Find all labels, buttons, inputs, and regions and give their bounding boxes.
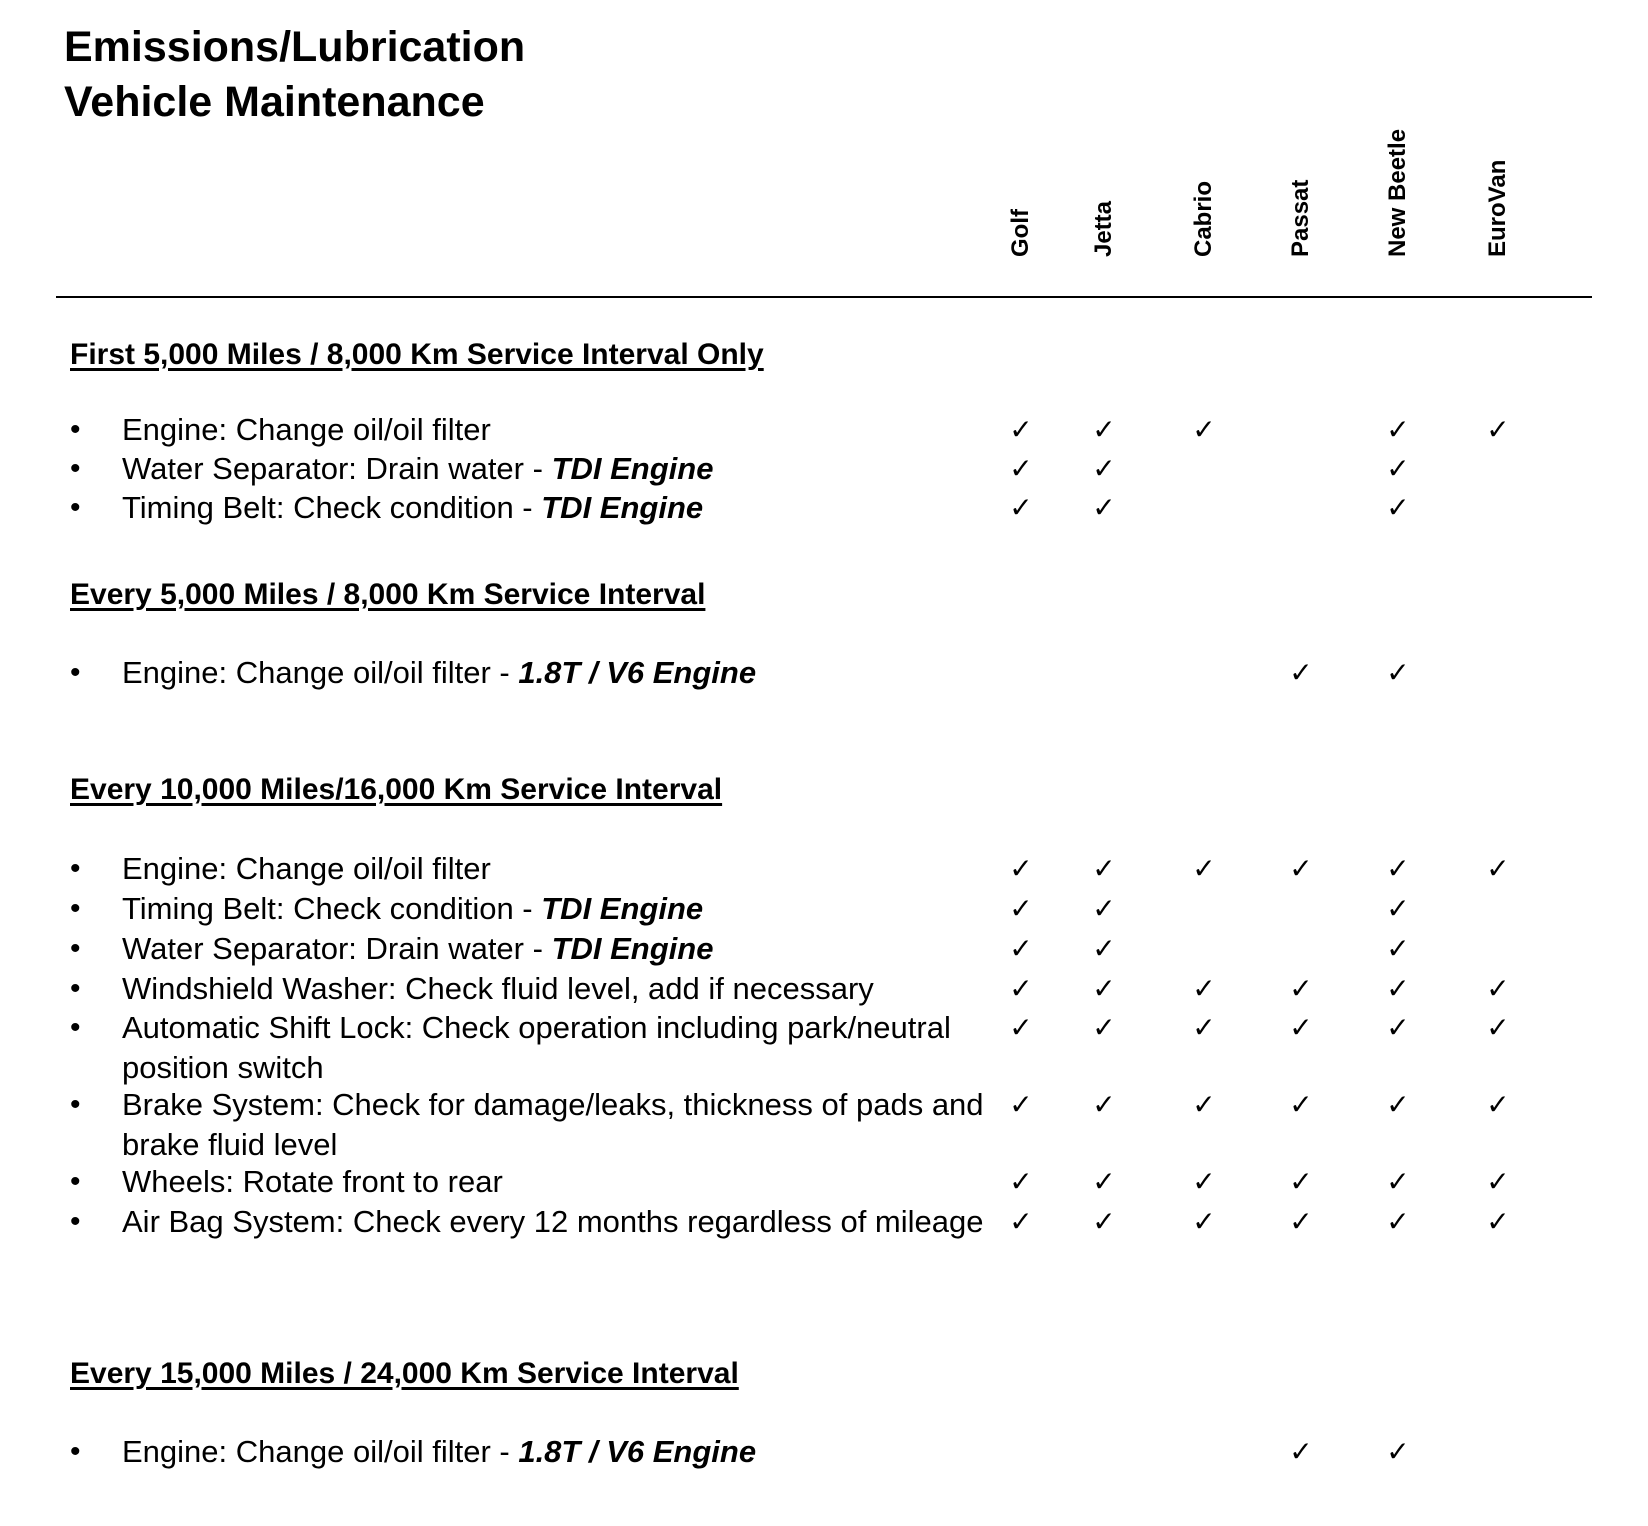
check-icon: ✓ (1386, 1012, 1410, 1043)
check-icon: ✓ (1092, 453, 1116, 484)
check-icon: ✓ (1192, 1166, 1216, 1197)
check-icon: ✓ (1486, 973, 1510, 1004)
column-header-cabrio (1174, 130, 1234, 285)
section-heading: Every 15,000 Miles / 24,000 Km Service Interval (70, 1357, 739, 1390)
item-description (122, 1008, 1022, 1088)
header-rule (56, 296, 1592, 298)
bullet-icon: • (70, 1011, 81, 1044)
bullet-icon: • (70, 852, 81, 885)
page-title (64, 20, 525, 130)
check-icon: ✓ (1009, 414, 1033, 445)
check-icon: ✓ (1289, 657, 1313, 688)
item-text: Water Separator: Drain water - (122, 451, 552, 486)
check-icon: ✓ (1386, 1436, 1410, 1467)
bullet-icon: • (70, 1435, 81, 1468)
check-icon: ✓ (1192, 1089, 1216, 1120)
item-description (122, 449, 1022, 489)
check-icon: ✓ (1009, 933, 1033, 964)
column-header-label: New Beetle (1384, 128, 1411, 257)
column-header-label: EuroVan (1484, 159, 1511, 257)
section-heading: Every 10,000 Miles/16,000 Km Service Interval (70, 773, 723, 806)
bullet-icon: • (70, 1165, 81, 1198)
check-icon: ✓ (1486, 1206, 1510, 1237)
check-icon: ✓ (1009, 1166, 1033, 1197)
section-heading: Every 5,000 Miles / 8,000 Km Service Interval (70, 578, 706, 611)
title-line-1: Emissions/Lubrication (64, 23, 526, 71)
check-icon: ✓ (1386, 1206, 1410, 1237)
item-description (122, 653, 1022, 693)
engine-note: 1.8T / V6 Engine (518, 1434, 757, 1469)
item-text: Water Separator: Drain water - (122, 931, 552, 966)
column-header-jetta (1074, 130, 1134, 285)
item-description (122, 929, 1022, 969)
check-icon: ✓ (1289, 1166, 1313, 1197)
check-icon: ✓ (1386, 453, 1410, 484)
item-text: Engine: Change oil/oil filter (122, 851, 491, 886)
check-icon: ✓ (1192, 973, 1216, 1004)
check-icon: ✓ (1092, 414, 1116, 445)
check-icon: ✓ (1092, 1012, 1116, 1043)
column-header-label: Cabrio (1190, 180, 1217, 257)
bullet-icon: • (70, 656, 81, 689)
check-icon: ✓ (1289, 1089, 1313, 1120)
check-icon: ✓ (1092, 893, 1116, 924)
bullet-icon: • (70, 491, 81, 524)
item-description (122, 849, 1022, 889)
item-text: Brake System: Check for damage/leaks, thickness of pads and brake fluid level (122, 1087, 984, 1162)
check-icon: ✓ (1192, 1012, 1216, 1043)
check-icon: ✓ (1009, 453, 1033, 484)
item-description (122, 1202, 1022, 1242)
check-icon: ✓ (1386, 1089, 1410, 1120)
check-icon: ✓ (1192, 853, 1216, 884)
check-icon: ✓ (1289, 1436, 1313, 1467)
check-icon: ✓ (1009, 492, 1033, 523)
item-text: Engine: Change oil/oil filter - (122, 1434, 519, 1469)
bullet-icon: • (70, 413, 81, 446)
check-icon: ✓ (1192, 414, 1216, 445)
check-icon: ✓ (1092, 1166, 1116, 1197)
check-icon: ✓ (1092, 492, 1116, 523)
bullet-icon: • (70, 892, 81, 925)
check-icon: ✓ (1386, 893, 1410, 924)
check-icon: ✓ (1386, 1166, 1410, 1197)
item-description (122, 969, 1022, 1009)
check-icon: ✓ (1486, 853, 1510, 884)
column-header-passat (1271, 130, 1331, 285)
check-icon: ✓ (1486, 1089, 1510, 1120)
check-icon: ✓ (1009, 1089, 1033, 1120)
check-icon: ✓ (1192, 1206, 1216, 1237)
check-icon: ✓ (1009, 1206, 1033, 1237)
column-header-new-beetle (1368, 130, 1428, 285)
check-icon: ✓ (1009, 893, 1033, 924)
check-icon: ✓ (1092, 1089, 1116, 1120)
check-icon: ✓ (1289, 1206, 1313, 1237)
column-header-label: Passat (1287, 179, 1314, 257)
item-text: Automatic Shift Lock: Check operation including park/neutral position switch (122, 1010, 951, 1085)
item-description (122, 1085, 1022, 1165)
bullet-icon: • (70, 1205, 81, 1238)
check-icon: ✓ (1486, 414, 1510, 445)
check-icon: ✓ (1386, 853, 1410, 884)
engine-note: TDI Engine (541, 891, 704, 926)
section-heading: First 5,000 Miles / 8,000 Km Service Interval Only (70, 338, 764, 371)
engine-note: TDI Engine (551, 451, 714, 486)
check-icon: ✓ (1386, 414, 1410, 445)
item-description (122, 1162, 1022, 1202)
bullet-icon: • (70, 452, 81, 485)
check-icon: ✓ (1009, 1012, 1033, 1043)
item-text: Engine: Change oil/oil filter (122, 412, 491, 447)
check-icon: ✓ (1289, 853, 1313, 884)
check-icon: ✓ (1486, 1012, 1510, 1043)
check-icon: ✓ (1009, 973, 1033, 1004)
check-icon: ✓ (1486, 1166, 1510, 1197)
check-icon: ✓ (1289, 1012, 1313, 1043)
check-icon: ✓ (1092, 973, 1116, 1004)
check-icon: ✓ (1009, 853, 1033, 884)
bullet-icon: • (70, 1088, 81, 1121)
item-text: Wheels: Rotate front to rear (122, 1164, 503, 1199)
title-line-2: Vehicle Maintenance (64, 78, 485, 126)
check-icon: ✓ (1092, 1206, 1116, 1237)
item-description (122, 1432, 1022, 1472)
check-icon: ✓ (1386, 657, 1410, 688)
check-icon: ✓ (1386, 492, 1410, 523)
item-text: Windshield Washer: Check fluid level, add if necessary (122, 971, 874, 1006)
item-description (122, 889, 1022, 929)
column-header-eurovan (1468, 130, 1528, 285)
engine-note: TDI Engine (551, 931, 714, 966)
bullet-icon: • (70, 932, 81, 965)
engine-note: TDI Engine (541, 490, 704, 525)
check-icon: ✓ (1386, 973, 1410, 1004)
check-icon: ✓ (1289, 973, 1313, 1004)
item-description (122, 488, 1022, 528)
bullet-icon: • (70, 972, 81, 1005)
column-header-golf (991, 130, 1051, 285)
item-text: Timing Belt: Check condition - (122, 891, 542, 926)
item-text: Engine: Change oil/oil filter - (122, 655, 519, 690)
check-icon: ✓ (1092, 853, 1116, 884)
item-text: Timing Belt: Check condition - (122, 490, 542, 525)
engine-note: 1.8T / V6 Engine (518, 655, 757, 690)
column-header-label: Golf (1007, 209, 1034, 257)
item-description (122, 410, 1022, 450)
item-text: Air Bag System: Check every 12 months regardless of mileage (122, 1204, 984, 1239)
check-icon: ✓ (1386, 933, 1410, 964)
check-icon: ✓ (1092, 933, 1116, 964)
column-header-label: Jetta (1090, 200, 1117, 257)
